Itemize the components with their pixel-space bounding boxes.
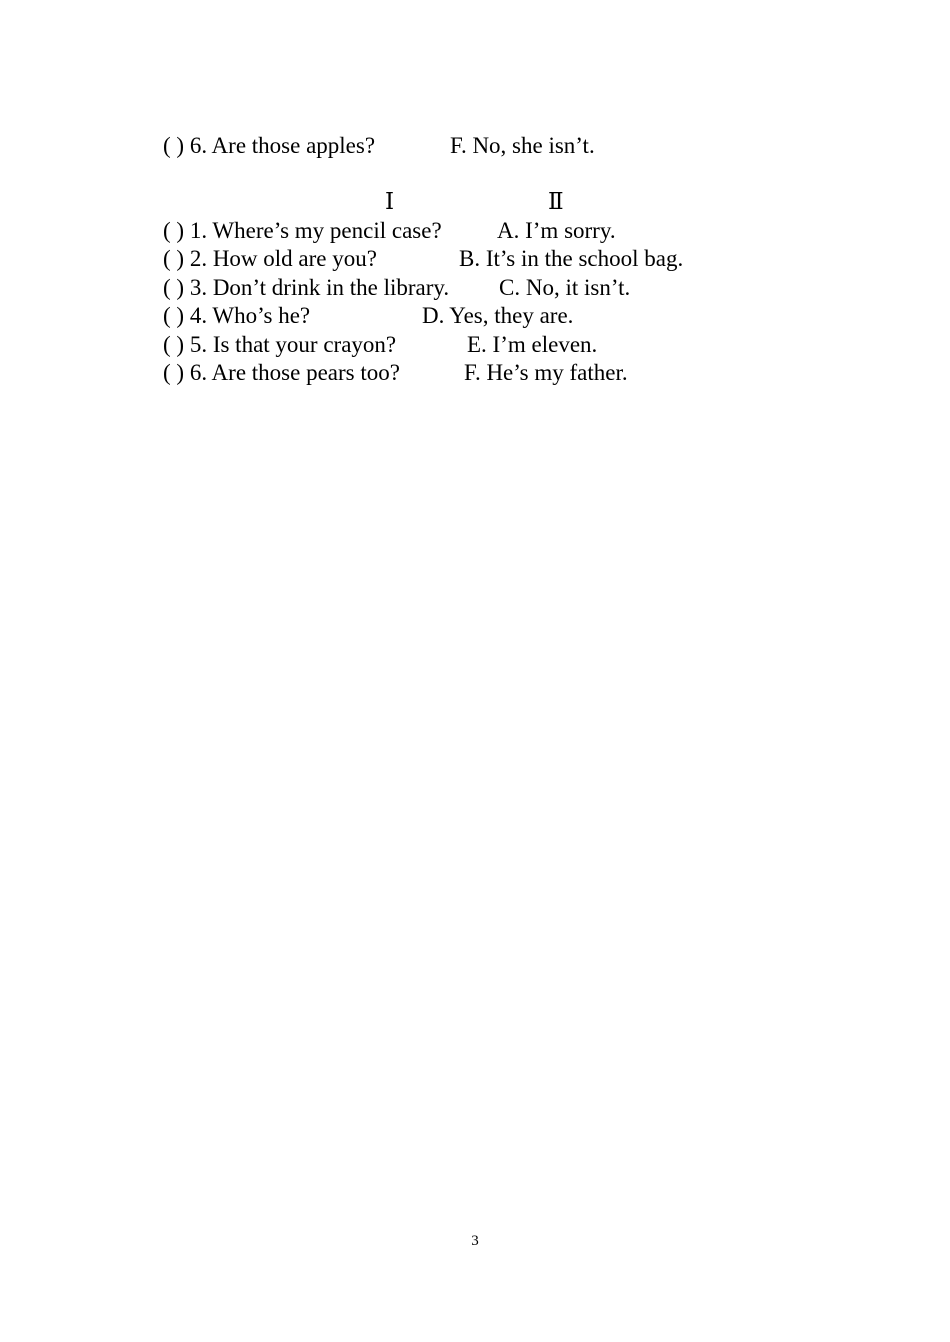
- answer-text: C. No, it isn’t.: [499, 275, 631, 300]
- question-text: ( ) 6. Are those pears too?: [163, 360, 400, 385]
- column-header-1: Ⅰ: [385, 189, 395, 214]
- page-number: 3: [471, 1233, 479, 1249]
- answer-text: D. Yes, they are.: [422, 303, 574, 328]
- question-text: ( ) 2. How old are you?: [163, 246, 377, 271]
- question-text: ( ) 5. Is that your crayon?: [163, 332, 397, 357]
- column-header-2: Ⅱ: [548, 189, 564, 214]
- answer-text: A. I’m sorry.: [497, 218, 616, 243]
- answer-text: B. It’s in the school bag.: [459, 246, 684, 271]
- answer-text: F. No, she isn’t.: [450, 133, 595, 158]
- question-text: ( ) 3. Don’t drink in the library.: [163, 275, 450, 300]
- answer-text: E. I’m eleven.: [467, 332, 598, 357]
- question-text: ( ) 6. Are those apples?: [163, 133, 376, 158]
- question-text: ( ) 1. Where’s my pencil case?: [163, 218, 442, 243]
- answer-text: F. He’s my father.: [464, 360, 628, 385]
- question-text: ( ) 4. Who’s he?: [163, 303, 311, 328]
